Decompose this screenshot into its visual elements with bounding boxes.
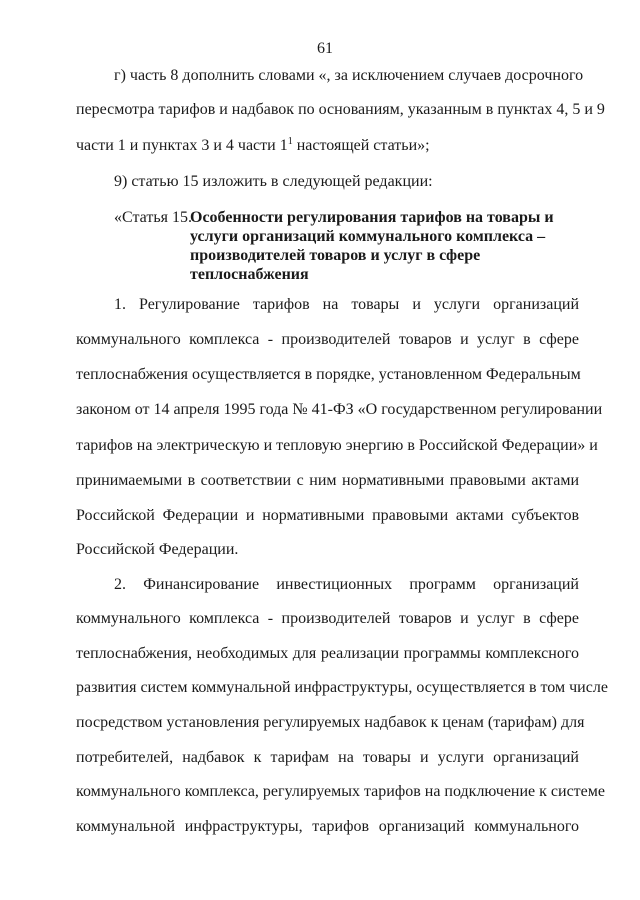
article-title-line-1: Особенности регулирования тарифов на товары и: [190, 209, 554, 226]
para-2-line-3: теплоснабжения, необходимых для реализации программы комплексного: [76, 645, 579, 662]
para-2-line-4: развития систем коммунальной инфраструктуры, осуществляется в том числе: [76, 679, 608, 696]
para-1-line-6: принимаемыми в соответствии с ним нормативными правовыми актами: [76, 472, 579, 489]
para-2-line-5: посредством установления регулируемых надбавок к ценам (тарифам) для: [76, 714, 585, 731]
para-1-line-2: коммунального комплекса - производителей товаров и услуг в сфере: [76, 331, 579, 348]
para-2-line-1: 2. Финансирование инвестиционных программ организаций: [114, 576, 579, 593]
para-2-line-8: коммунальной инфраструктуры, тарифов организаций коммунального: [76, 818, 579, 835]
para-2-line-6: потребителей, надбавок к тарифам на товары и услуги организаций: [76, 749, 579, 766]
page-number: 61: [317, 40, 333, 57]
superscript-one: 1: [287, 136, 293, 147]
para-1-line-5: тарифов на электрическую и тепловую энергию в Российской Федерации» и: [76, 437, 598, 454]
article-lead: «Статья 15.: [114, 209, 192, 226]
para-g-line-1: г) часть 8 дополнить словами «, за исключением случаев досрочного: [114, 67, 584, 84]
article-title-line-3: производителей товаров и услуг в сфере: [190, 247, 481, 264]
article-title-line-4: теплоснабжения: [190, 266, 309, 283]
para-2-line-7: коммунального комплекса, регулируемых тарифов на подключение к системе: [76, 783, 605, 800]
para-9: 9) статью 15 изложить в следующей редакции:: [114, 173, 433, 190]
para-g-line-3: [76, 136, 579, 156]
article-title-line-2: услуги организаций коммунального комплекса –: [190, 228, 546, 245]
para-1-line-1: 1. Регулирование тарифов на товары и услуги организаций: [114, 296, 579, 313]
para-g-line-2: пересмотра тарифов и надбавок по основаниям, указанным в пунктах 4, 5 и 9: [76, 101, 605, 118]
para-g-line-3-tail: настоящей статьи»;: [292, 137, 430, 154]
para-1-line-3: теплоснабжения осуществляется в порядке, установленном Федеральным: [76, 366, 581, 383]
para-1-line-4: законом от 14 апреля 1995 года № 41-ФЗ «О государственном регулировании: [76, 401, 603, 418]
para-1-line-7: Российской Федерации и нормативными правовыми актами субъектов: [76, 507, 579, 524]
para-1-line-8: Российской Федерации.: [76, 541, 239, 558]
para-g-line-3-text: части 1 и пунктах 3 и 4 части 1: [76, 137, 288, 154]
para-2-line-2: коммунального комплекса - производителей товаров и услуг в сфере: [76, 610, 579, 627]
